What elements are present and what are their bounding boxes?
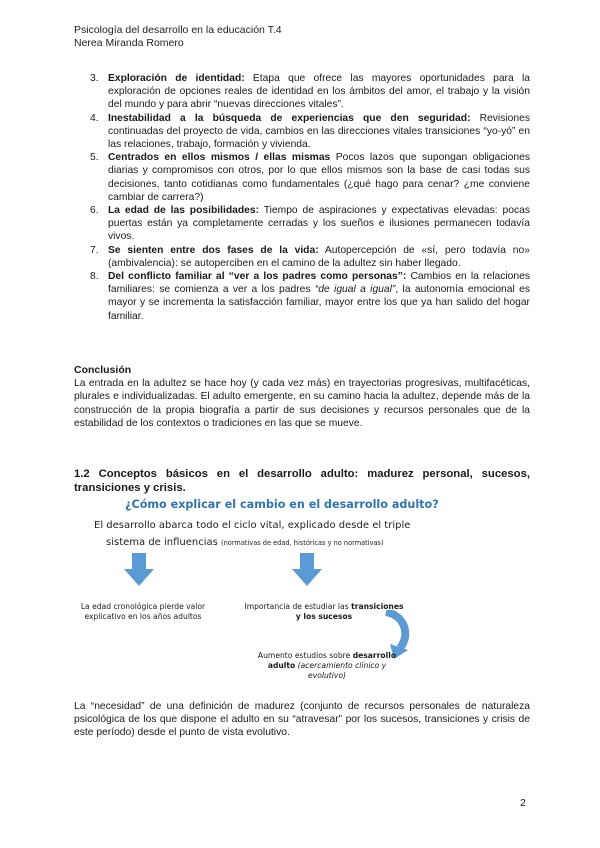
diagram-bottom-box-italic: (acercamiento clínico y evolutivo) — [295, 661, 387, 680]
diagram-left-box: La edad cronológica pierde valor explicativo en los años adultos — [80, 602, 206, 621]
header-course-title: Psicología del desarrollo en la educación T.4 — [74, 24, 282, 36]
list-number: 3. — [90, 73, 99, 84]
diagram-line-1: El desarrollo abarca todo el ciclo vital, explicado desde el triple — [94, 520, 411, 531]
section-heading: 1.2 Conceptos básicos en el desarrollo adulto: madurez personal, sucesos, transiciones y crisis. — [74, 468, 530, 494]
list-item-text: , la autonomía emocional es mayor y se incrementa la satisfacción familiar, mayor entre los que ya han salido del hogar familiar. — [108, 284, 530, 322]
diagram-bottom-box-bold: desarrollo adulto — [267, 651, 397, 670]
down-arrow-left-icon — [122, 553, 156, 587]
list-item-heading: Centrados en ellos mismos / ellas mismas — [108, 152, 331, 164]
list-item — [74, 204, 530, 244]
diagram-mid-box-text: Importancia de estudiar las — [244, 602, 352, 611]
diagram-title: ¿Cómo explicar el cambio en el desarrollo adulto? — [125, 498, 439, 511]
list-item-text: Autopercepción de «sí, pero todavía no» (ambivalencia): se autoperciben en el camino de la adultez sin haber llegado. — [108, 244, 530, 269]
list-item-heading: Inestabilidad a la búsqueda de experiencias que den seguridad: — [108, 112, 471, 124]
list-number: 5. — [90, 152, 99, 164]
diagram-line-2-small: (normativas de edad, históricas y no normativas) — [221, 539, 384, 547]
list-number: 4. — [90, 112, 99, 124]
page-number: 2 — [520, 797, 526, 809]
page-header — [74, 24, 282, 50]
list-item-text: Etapa que ofrece las mayores oportunidades para la exploración de opciones reales de identidad en los ámbitos del amor, el trabajo y la visión del mundo y para abrir “nuevas direcciones vitales”. — [108, 73, 530, 111]
list-item — [74, 270, 530, 323]
down-arrow-mid-icon — [290, 553, 324, 587]
diagram-mid-box-bold: transiciones y los sucesos — [295, 602, 404, 621]
list-item-italic: “de igual a igual” — [314, 284, 396, 296]
diagram-line-2-main: sistema de influencias — [106, 537, 222, 548]
final-paragraph: La “necesidad” de una definición de madurez (conjunto de recursos personales de naturaleza psicológica de los que dispone el adulto en su “atravesar” por los sucesos, transiciones y crisis de este período) desde el punto de vista evolutivo. — [74, 701, 530, 739]
diagram-line-2 — [106, 537, 384, 548]
diagram-bottom-box-text: Aumento estudios sobre — [257, 651, 353, 660]
list-number: 7. — [90, 244, 99, 256]
conclusion-text: La entrada en la adultez se hace hoy (y cada vez más) en trayectorias progresivas, multifacéticas, plurales e individualizadas. El adulto emergente, en su camino hacia la adultez, depende más de la construcción de la propia biografía a partir de sus decisiones y recursos personales que de la estabilidad de los contextos o tradiciones en las que se mueve. — [74, 378, 530, 429]
list-number: 6. — [90, 205, 99, 217]
header-author: Nerea Miranda Romero — [74, 37, 184, 49]
conclusion-title: Conclusión — [74, 364, 132, 376]
concept-diagram — [60, 498, 480, 693]
list-item-text: Revisiones continuadas del proyecto de vida, cambios en las direcciones vitales transiciones “yo-yó” en las relaciones, trabajo, formación y vivienda. — [108, 112, 530, 151]
list-item — [74, 112, 530, 152]
list-item-heading: Se sienten entre dos fases de la vida: — [108, 244, 319, 256]
list-item-text: Pocos lazos que supongan obligaciones diarias y compromisos con otros, por lo que ellos mismos son la base de casi todas sus decisiones, tanto cotidianas como fundamentales (¿qué hago para cenar? ¿me conviene cambiar de carrera?) — [108, 152, 530, 203]
characteristics-list — [74, 72, 530, 323]
list-item-heading: Del conflicto familiar al “ver a los padres como personas”: — [108, 271, 407, 283]
list-item — [74, 151, 530, 204]
list-item-text: Cambios en la relaciones familiares: se comienza a ver a los padres — [108, 271, 530, 296]
list-number: 8. — [90, 271, 99, 283]
list-item-text: Tiempo de aspiraciones y expectativas elevadas: pocas puertas están ya completamente cerradas y los sueños e ilusiones permanecen todavía vivos. — [108, 205, 530, 243]
conclusion-section — [74, 364, 530, 430]
list-item — [74, 72, 530, 112]
diagram-bottom-box — [252, 651, 402, 681]
list-item — [74, 244, 530, 270]
list-item-heading: Exploración de identidad: — [108, 73, 245, 84]
list-item-heading: La edad de las posibilidades: — [108, 205, 260, 217]
